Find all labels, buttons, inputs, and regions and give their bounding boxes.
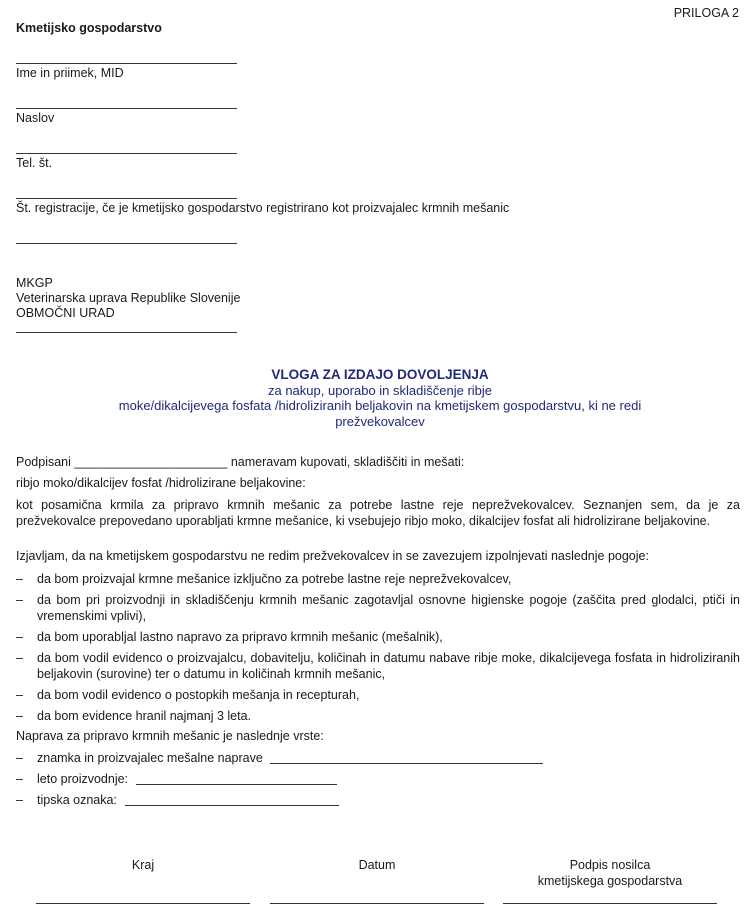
address-field-label: Naslov bbox=[16, 111, 55, 125]
list-item bbox=[16, 571, 740, 587]
list-item bbox=[16, 629, 740, 645]
condition-text: da bom pri proizvodnji in skladiščenju krmnih mešanic zagotavljal osnovne higienske pogoje (zaščita pred glodalci, ptiči in vremenskimi vplivi), bbox=[37, 593, 740, 623]
dash-bullet: – bbox=[16, 751, 23, 765]
holder-signature-label bbox=[503, 857, 717, 889]
condition-text: da bom proizvajal krmne mešanice izključno za potrebe lastne reje neprežvekovalcev, bbox=[37, 572, 512, 586]
condition-text: da bom vodil evidenco o proizvajalcu, dobavitelju, količinah in datumu nabave ribje moke, dikalcijevega fosfata in hidroliziranih beljakovin (surovine) ter o datumu in količinah krmnih mešanic, bbox=[37, 651, 740, 681]
list-item bbox=[16, 771, 740, 787]
signer-name-field[interactable]: ______________________ bbox=[74, 455, 228, 469]
holder-label-line1: Podpis nosilca bbox=[569, 858, 651, 872]
device-type-input-line[interactable] bbox=[125, 805, 339, 806]
office-input-line[interactable] bbox=[16, 332, 237, 333]
recipient-authority: Veterinarska uprava Republike Slovenije bbox=[16, 291, 241, 305]
signed-prefix: Podpisani bbox=[16, 455, 71, 469]
date-input-line[interactable] bbox=[270, 903, 484, 904]
list-item bbox=[16, 687, 740, 703]
signature-input-line[interactable] bbox=[503, 903, 717, 904]
device-brand-input-line[interactable] bbox=[270, 763, 543, 764]
date-label: Datum bbox=[358, 858, 396, 872]
condition-text: da bom uporabljal lastno napravo za pripravo krmnih mešanic (mešalnik), bbox=[37, 630, 443, 644]
dash-bullet: – bbox=[16, 772, 23, 786]
recipient-ministry: MKGP bbox=[16, 276, 53, 290]
condition-text: da bom vodil evidenco o postopkih mešanja in recepturah, bbox=[37, 688, 360, 702]
name-field-label: Ime in priimek, MID bbox=[16, 66, 124, 80]
materials-line: ribjo moko/dikalcijev fosfat /hidrolizirane beljakovine: bbox=[16, 476, 306, 490]
farm-title: Kmetijsko gospodarstvo bbox=[16, 21, 162, 35]
purpose-paragraph: kot posamična krmila za pripravo krmnih mešanic za potrebe lastne reje neprežvekovalcev. Seznanjen sem, da je za prežvekovalce prepovedano uporabljati krmne mešanice, ki vsebujejo ribjo moko, dikalcijev fosfat ali hidrolizirane beljakovine. bbox=[16, 498, 740, 528]
name-input-line[interactable] bbox=[16, 63, 237, 64]
dash-bullet: – bbox=[16, 651, 23, 665]
signed-suffix: nameravam kupovati, skladiščiti in mešati: bbox=[230, 455, 465, 469]
device-year-input-line[interactable] bbox=[136, 784, 337, 785]
dash-bullet: – bbox=[16, 630, 23, 644]
list-item bbox=[16, 708, 740, 724]
dash-bullet: – bbox=[16, 593, 23, 607]
device-year-label: leto proizvodnje: bbox=[37, 772, 129, 786]
dash-bullet: – bbox=[16, 688, 23, 702]
device-brand-label: znamka in proizvajalec mešalne naprave bbox=[37, 751, 263, 765]
title-sub-1: za nakup, uporabo in skladiščenje ribje bbox=[267, 382, 493, 398]
condition-text: da bom evidence hranil najmanj 3 leta. bbox=[37, 709, 252, 723]
title-sub-3: prežvekovalcev bbox=[335, 413, 425, 429]
dash-bullet: – bbox=[16, 572, 23, 586]
extra-input-line[interactable] bbox=[16, 243, 237, 244]
device-type-label: tipska oznaka: bbox=[37, 793, 117, 807]
signed-line bbox=[16, 455, 464, 469]
list-item bbox=[16, 592, 740, 624]
dash-bullet: – bbox=[16, 709, 23, 723]
recipient-office: OBMOČNI URAD bbox=[16, 306, 115, 320]
declaration-line: Izjavljam, da na kmetijskem gospodarstvu ne redim prežvekovalcev in se zavezujem izpolnjevati naslednje pogoje: bbox=[16, 549, 649, 563]
registration-input-line[interactable] bbox=[16, 198, 237, 199]
title-sub-2: moke/dikalcijevega fosfata /hidroliziranih beljakovin na kmetijskem gospodarstvu, ki ne redi bbox=[118, 398, 642, 413]
annex-label: PRILOGA 2 bbox=[673, 6, 739, 20]
application-title bbox=[40, 367, 720, 429]
phone-input-line[interactable] bbox=[16, 153, 237, 154]
device-intro: Naprava za pripravo krmnih mešanic je naslednje vrste: bbox=[16, 729, 324, 743]
place-input-line[interactable] bbox=[36, 903, 250, 904]
phone-field-label: Tel. št. bbox=[16, 156, 53, 170]
place-label: Kraj bbox=[131, 858, 155, 872]
dash-bullet: – bbox=[16, 793, 23, 807]
holder-label-line2: kmetijskega gospodarstva bbox=[537, 874, 683, 888]
registration-field-label: Št. registracije, če je kmetijsko gospodarstvo registrirano kot proizvajalec krmnih mešanic bbox=[16, 201, 510, 215]
address-input-line[interactable] bbox=[16, 108, 237, 109]
list-item bbox=[16, 650, 740, 682]
title-main: VLOGA ZA IZDAJO DOVOLJENJA bbox=[271, 367, 489, 382]
